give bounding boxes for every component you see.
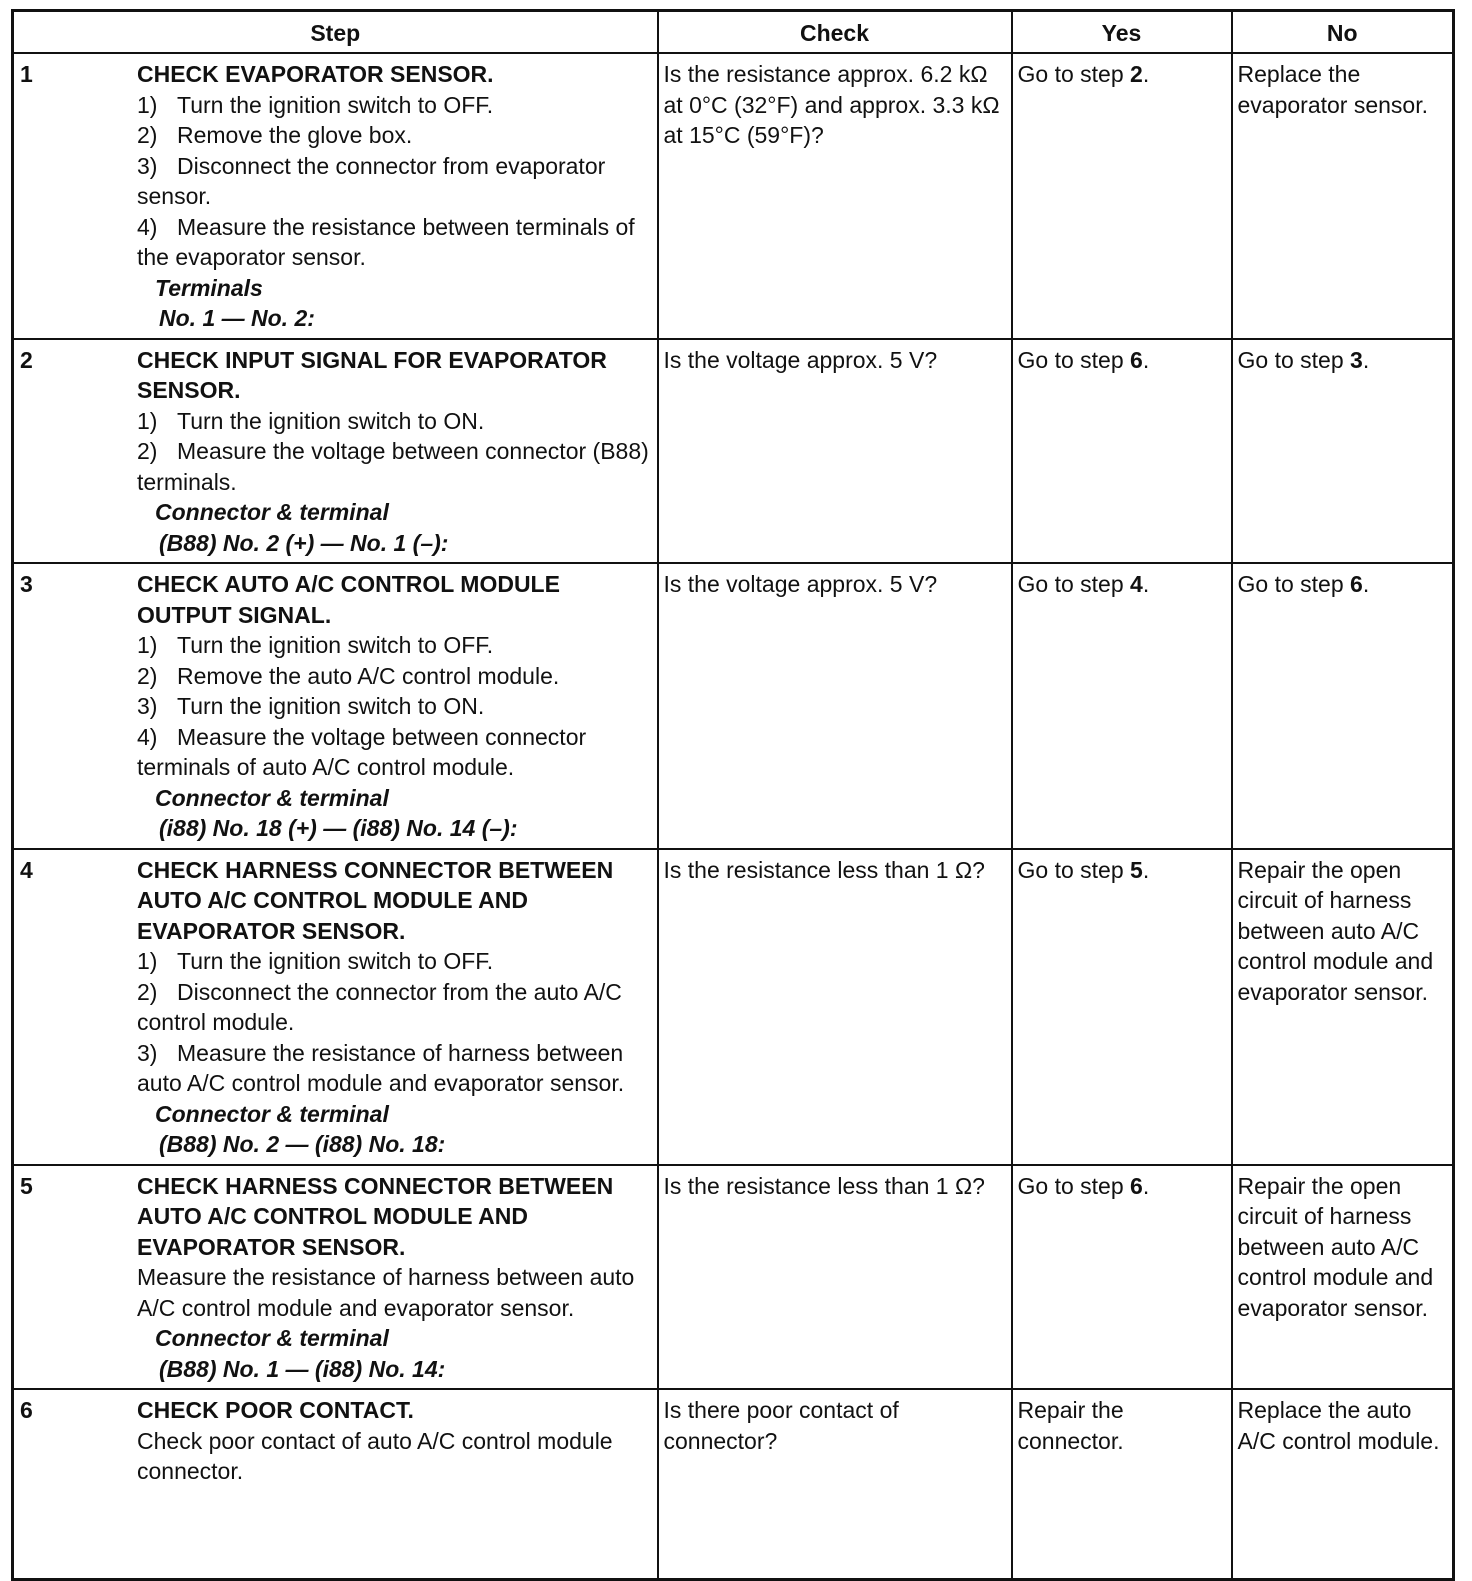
step-number: 3 bbox=[20, 571, 33, 597]
yes-step-ref: 4 bbox=[1130, 571, 1143, 597]
check-question: Is the voltage approx. 5 V? bbox=[663, 346, 938, 373]
terminal-value: (B88) No. 1 — (i88) No. 14: bbox=[159, 1355, 446, 1382]
step-instruction bbox=[137, 436, 652, 497]
instruction-number: 2) bbox=[137, 978, 158, 1005]
step-instruction bbox=[137, 1038, 652, 1099]
check-cell bbox=[658, 849, 1012, 1165]
terminal-label: Connector & terminal bbox=[155, 499, 389, 525]
yes-step-ref: 6 bbox=[1130, 1172, 1143, 1199]
step-instruction-plain: Check poor contact of auto A/C control module connector. bbox=[137, 1427, 613, 1484]
no-step-ref: 3 bbox=[1350, 346, 1363, 373]
step-cell bbox=[13, 1389, 658, 1579]
check-question: Is there poor contact of connector? bbox=[663, 1397, 899, 1454]
yes-suffix: . bbox=[1142, 856, 1150, 883]
step-title: CHECK INPUT SIGNAL FOR EVAPORATOR SENSOR. bbox=[137, 346, 607, 403]
step-title: CHECK POOR CONTACT. bbox=[137, 1397, 414, 1423]
instruction-text: Turn the ignition switch to ON. bbox=[177, 407, 485, 434]
step-number: 1 bbox=[20, 61, 33, 87]
step-instruction bbox=[137, 661, 652, 692]
check-cell bbox=[658, 1389, 1012, 1579]
step-instruction bbox=[137, 722, 652, 783]
no-cell bbox=[1232, 1165, 1454, 1390]
step-instruction bbox=[137, 212, 652, 273]
instruction-text: Turn the ignition switch to OFF. bbox=[177, 632, 494, 658]
step-cell bbox=[13, 849, 658, 1165]
check-question: Is the voltage approx. 5 V? bbox=[663, 571, 938, 597]
instruction-number: 2) bbox=[137, 438, 158, 464]
instruction-text: Measure the resistance between terminals of the evaporator sensor. bbox=[137, 213, 635, 270]
no-text: Go to step bbox=[1237, 571, 1351, 597]
yes-text: Go to step bbox=[1017, 1172, 1131, 1199]
no-suffix: . bbox=[1362, 571, 1370, 597]
instruction-number: 3) bbox=[137, 693, 158, 719]
instruction-text: Turn the ignition switch to ON. bbox=[177, 693, 485, 719]
step-instruction bbox=[137, 120, 652, 151]
instruction-number: 3) bbox=[137, 152, 158, 179]
no-text: Repair the open circuit of harness between auto A/C control module and evaporator sensor. bbox=[1237, 856, 1434, 1005]
yes-cell bbox=[1012, 849, 1232, 1165]
step-body bbox=[137, 59, 652, 334]
instruction-number: 2) bbox=[137, 122, 158, 148]
step-instruction bbox=[137, 406, 652, 437]
column-header-step: Step bbox=[13, 11, 658, 54]
column-header-yes: Yes bbox=[1012, 11, 1232, 54]
no-text: Go to step bbox=[1237, 346, 1351, 373]
yes-text: Go to step bbox=[1017, 571, 1131, 597]
table-row bbox=[13, 53, 1454, 339]
table-row bbox=[13, 1389, 1454, 1579]
yes-cell bbox=[1012, 339, 1232, 564]
instruction-number: 1) bbox=[137, 948, 158, 974]
yes-cell bbox=[1012, 53, 1232, 339]
instruction-number: 4) bbox=[137, 723, 158, 750]
step-number: 6 bbox=[20, 1397, 33, 1423]
instruction-text: Measure the voltage between connector terminals of auto A/C control module. bbox=[137, 723, 587, 780]
step-title: CHECK HARNESS CONNECTOR BETWEEN AUTO A/C CONTROL MODULE AND EVAPORATOR SENSOR. bbox=[137, 856, 614, 944]
yes-cell bbox=[1012, 1165, 1232, 1390]
step-cell bbox=[13, 1165, 658, 1390]
step-cell bbox=[13, 563, 658, 849]
no-step-ref: 6 bbox=[1350, 571, 1363, 597]
table-row bbox=[13, 339, 1454, 564]
instruction-text: Remove the auto A/C control module. bbox=[177, 662, 560, 689]
terminal-label: Connector & terminal bbox=[155, 1325, 389, 1351]
no-cell bbox=[1232, 339, 1454, 564]
header-row bbox=[13, 11, 1454, 54]
yes-suffix: . bbox=[1142, 571, 1150, 597]
step-body bbox=[137, 569, 652, 844]
no-cell bbox=[1232, 563, 1454, 849]
no-text: Replace the evaporator sensor. bbox=[1237, 61, 1429, 118]
yes-suffix: . bbox=[1142, 61, 1150, 87]
terminal-value: (B88) No. 2 (+) — No. 1 (–): bbox=[159, 529, 449, 556]
step-cell bbox=[13, 339, 658, 564]
instruction-number: 2) bbox=[137, 662, 158, 689]
yes-cell bbox=[1012, 1389, 1232, 1579]
terminal-value: No. 1 — No. 2: bbox=[159, 305, 315, 331]
check-cell bbox=[658, 563, 1012, 849]
no-cell bbox=[1232, 53, 1454, 339]
instruction-text: Measure the resistance of harness between auto A/C control module and evaporator sensor. bbox=[137, 1039, 625, 1096]
step-body bbox=[137, 1395, 652, 1487]
no-cell bbox=[1232, 849, 1454, 1165]
yes-suffix: . bbox=[1142, 346, 1150, 373]
yes-step-ref: 2 bbox=[1130, 61, 1143, 87]
check-question: Is the resistance less than 1 Ω? bbox=[663, 856, 985, 883]
step-number: 2 bbox=[20, 346, 33, 373]
terminal-value: (B88) No. 2 — (i88) No. 18: bbox=[159, 1131, 446, 1157]
instruction-number: 1) bbox=[137, 632, 158, 658]
step-instruction bbox=[137, 977, 652, 1038]
terminal-value: (i88) No. 18 (+) — (i88) No. 14 (–): bbox=[159, 815, 518, 841]
terminal-label: Terminals bbox=[155, 274, 263, 301]
yes-cell bbox=[1012, 563, 1232, 849]
yes-text: Repair the connector. bbox=[1017, 1397, 1124, 1454]
check-question: Is the resistance approx. 6.2 kΩ at 0°C (32°F) and approx. 3.3 kΩ at 15°C (59°F)? bbox=[663, 61, 1000, 148]
no-cell bbox=[1232, 1389, 1454, 1579]
check-cell bbox=[658, 1165, 1012, 1390]
yes-text: Go to step bbox=[1017, 61, 1131, 87]
instruction-text: Measure the voltage between connector (B88) terminals. bbox=[137, 438, 649, 495]
step-instruction bbox=[137, 90, 652, 121]
yes-text: Go to step bbox=[1017, 856, 1131, 883]
step-instruction bbox=[137, 151, 652, 212]
diagnostic-procedure-table bbox=[11, 9, 1455, 1581]
table-row bbox=[13, 1165, 1454, 1390]
instruction-text: Remove the glove box. bbox=[177, 122, 413, 148]
instruction-number: 4) bbox=[137, 213, 158, 240]
instruction-number: 3) bbox=[137, 1039, 158, 1066]
yes-step-ref: 6 bbox=[1130, 346, 1143, 373]
check-cell bbox=[658, 339, 1012, 564]
step-instruction bbox=[137, 946, 652, 977]
step-instruction bbox=[137, 630, 652, 661]
table-row bbox=[13, 563, 1454, 849]
instruction-number: 1) bbox=[137, 91, 158, 118]
instruction-number: 1) bbox=[137, 407, 158, 434]
step-cell bbox=[13, 53, 658, 339]
step-body bbox=[137, 345, 652, 559]
step-number: 5 bbox=[20, 1172, 33, 1199]
instruction-text: Turn the ignition switch to OFF. bbox=[177, 948, 494, 974]
terminal-label: Connector & terminal bbox=[155, 1100, 389, 1127]
check-cell bbox=[658, 53, 1012, 339]
yes-suffix: . bbox=[1142, 1172, 1150, 1199]
instruction-text: Disconnect the connector from evaporator sensor. bbox=[137, 152, 606, 209]
instruction-text: Disconnect the connector from the auto A/C control module. bbox=[137, 978, 622, 1035]
step-body bbox=[137, 1171, 652, 1385]
step-instruction-plain: Measure the resistance of harness between auto A/C control module and evaporator sensor. bbox=[137, 1264, 635, 1321]
yes-text: Go to step bbox=[1017, 346, 1131, 373]
no-suffix: . bbox=[1362, 346, 1370, 373]
column-header-no: No bbox=[1232, 11, 1454, 54]
column-header-check: Check bbox=[658, 11, 1012, 54]
yes-step-ref: 5 bbox=[1130, 856, 1143, 883]
step-title: CHECK HARNESS CONNECTOR BETWEEN AUTO A/C CONTROL MODULE AND EVAPORATOR SENSOR. bbox=[137, 1172, 614, 1260]
no-text: Replace the auto A/C control module. bbox=[1237, 1397, 1440, 1454]
terminal-label: Connector & terminal bbox=[155, 784, 389, 811]
check-question: Is the resistance less than 1 Ω? bbox=[663, 1172, 985, 1199]
table-row bbox=[13, 849, 1454, 1165]
no-text: Repair the open circuit of harness between auto A/C control module and evaporator sensor. bbox=[1237, 1172, 1434, 1321]
step-body bbox=[137, 855, 652, 1160]
step-instruction bbox=[137, 691, 652, 722]
step-title: CHECK AUTO A/C CONTROL MODULE OUTPUT SIGNAL. bbox=[137, 571, 560, 628]
step-title: CHECK EVAPORATOR SENSOR. bbox=[137, 61, 494, 87]
instruction-text: Turn the ignition switch to OFF. bbox=[177, 91, 494, 118]
step-number: 4 bbox=[20, 856, 33, 883]
